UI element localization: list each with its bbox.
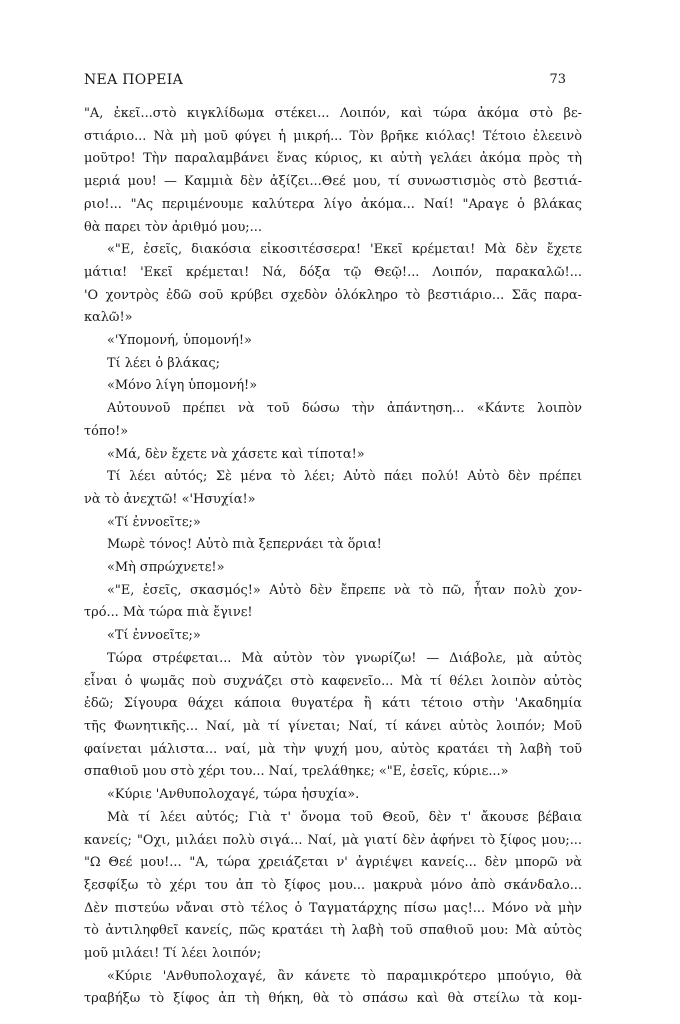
text-line: «Μὴ σπρώχνετε!» <box>107 560 225 576</box>
text-line: «Κύριε 'Ανθυπολοχαγέ, ἂν κάνετε τὸ παραμικρότερο μπούγιο, θὰ <box>107 968 582 984</box>
text-line: «Τί ἐννοεῖτε;» <box>107 514 201 530</box>
text-line: «Τί ἐννοεῖτε;» <box>107 628 201 644</box>
text-line: Τώρα στρέφεται... Μὰ αὐτὸν τὸν γνωρίζω! — Διάβολε, μὰ αὐτὸς <box>107 650 582 666</box>
text-line: μοῦ μιλάει! Τί λέει λοιπόν; <box>84 946 262 962</box>
page-number: 73 <box>549 72 566 87</box>
text-line: Αὐτουνοῦ πρέπει νὰ τοῦ δώσω τὴν ἀπάντηση... «Κάντε λοιπὸν <box>107 401 582 417</box>
text-line: «Μόνο λίγη ὑπομονή!» <box>107 378 258 394</box>
text-line: Τί λέει ὁ βλάκας; <box>107 355 220 371</box>
text-line: τραβήξω τὸ ξίφος ἀπ τὴ θήκη, θὰ τὸ σπάσω καὶ θὰ στείλω τὰ κομ- <box>84 991 582 1007</box>
text-line: τόπο!» <box>84 423 129 439</box>
text-line: φαίνεται μάλιστα... ναί, μὰ τὴν ψυχή μου, αὐτὸς κρατάει τὴ λαβὴ τοῦ <box>84 741 582 757</box>
text-line: ριο!... "Ας περιμένουμε καλύτερα λίγο ἀκόμα... Ναί! "Αραγε ὁ βλάκας <box>84 196 582 212</box>
text-line: «Κύριε 'Ανθυπολοχαγέ, τώρα ἡσυχία». <box>107 787 360 803</box>
text-line: «Μά, δὲν ἔχετε νὰ χάσετε καὶ τίποτα!» <box>107 446 365 462</box>
text-line: Τί λέει αὐτός; Σὲ μένα τὸ λέει; Αὐτὸ πάει πολύ! Αὐτὸ δὲν πρέπει <box>107 469 582 485</box>
text-line: "Α, ἐκεῖ...στὸ κιγκλίδωμα στέκει... Λοιπόν, καὶ τώρα ἀκόμα στὸ βε- <box>84 106 582 121</box>
text-line: μεριά μου! — Καμμιὰ δὲν ἀξίζει...Θεέ μου, τί συνωστισμὸς στὸ βεστιά- <box>84 174 582 190</box>
text-line: μοῦτρο! Τὴν παραλαμβάνει ἕνας κύριος, κι αὐτὴ γελάει ἀκόμα πρὸς τὴ <box>84 151 582 167</box>
text-line: σπαθιοῦ μου στὸ χέρι του... Ναί, τρελάθηκε; «"Ε, ἐσεῖς, κύριε...» <box>84 764 509 780</box>
running-title: ΝΕΑ ΠΟΡΕΙΑ <box>84 72 183 88</box>
text-line: "Ω Θεέ μου!... "Α, τώρα χρειάζεται ν' ἀγριέψει κανείς... δὲν μπορῶ νὰ <box>84 855 582 871</box>
text-line: «"Ε, ἐσεῖς, διακόσια εἰκοσιτέσσερα! 'Εκεῖ κρέμεται! Μὰ δὲν ἔχετε <box>107 242 582 258</box>
text-line: νὰ τὸ ἀνεχτῶ! «'Ησυχία!» <box>84 491 256 507</box>
text-line: Μωρὲ τόνος! Αὐτὸ πιὰ ξεπερνάει τὰ ὅρια! <box>107 537 382 553</box>
text-line: τρό... Μὰ τώρα πιὰ ἔγινε! <box>84 605 253 621</box>
text-line: θὰ παρει τὸν ἀριθμό μου;... <box>84 219 262 235</box>
text-line: Μὰ τί λέει αὐτός; Γιὰ τ' ὄνομα τοῦ Θεοῦ, δὲν τ' ἄκουσε βέβαια <box>107 809 582 825</box>
text-line: τὸ ἀντιληφθεῖ κανείς, πῶς κρατάει τὴ λαβὴ τοῦ σπαθιοῦ μου: Μὰ αὐτὸς <box>84 923 582 939</box>
text-line: ἐδῶ; Σίγουρα θάχει κάποια θυγατέρα ἢ κάτι τέτοιο στὴν 'Ακαδημία <box>84 696 582 712</box>
text-line: κανείς; "Οχι, μιλάει πολὺ σιγά... Ναί, μὰ γιατί δὲν ἀφήνει τὸ ξίφος μου;... <box>84 832 582 848</box>
text-line: τῆς Φωνητικῆς... Ναί, μὰ τί γίνεται; Ναί, τί κάνει αὐτὸς λοιπόν; Μοῦ <box>84 718 582 734</box>
text-line: εἶναι ὁ ψωμᾶς ποὺ συχνάζει στὸ καφενεῖο... Μὰ τί θέλει λοιπὸν αὐτὸς <box>84 673 582 689</box>
text-line: καλῶ!» <box>84 310 133 326</box>
text-line: «'Υπομονή, ὑπομονή!» <box>107 333 252 349</box>
text-line: 'Ο χοντρὸς ἐδῶ σοῦ κρύβει σχεδὸν ὁλόκληρο τὸ βεστιάριο... Σᾶς παρα- <box>84 287 582 303</box>
text-line: «"Ε, ἐσεῖς, σκασμός!» Αὐτὸ δὲν ἔπρεπε νὰ τὸ πῶ, ἦταν πολὺ χον- <box>107 582 582 598</box>
text-line: ξεσφίξω τὸ χέρι του ἀπ τὸ ξίφος μου... μακρυὰ μόνο ἀπὸ σκάνδαλο... <box>84 877 582 893</box>
text-line: στιάριο... Νὰ μὴ μοῦ φύγει ἡ μικρή... Τὸν βρῆκε κιόλας! Τέτοιο ἐλεεινὸ <box>84 128 582 144</box>
text-line: μάτια! 'Εκεῖ κρέμεται! Νά, δόξα τῷ Θεῷ!... Λοιπόν, παρακαλῶ!... <box>84 264 582 280</box>
body-text <box>84 103 582 1011</box>
text-line: Δὲν πιστεύω νἄναι στὸ τέλος ὁ Ταγματάρχης πίσω μας!... Μόνο νὰ μὴν <box>84 900 582 916</box>
